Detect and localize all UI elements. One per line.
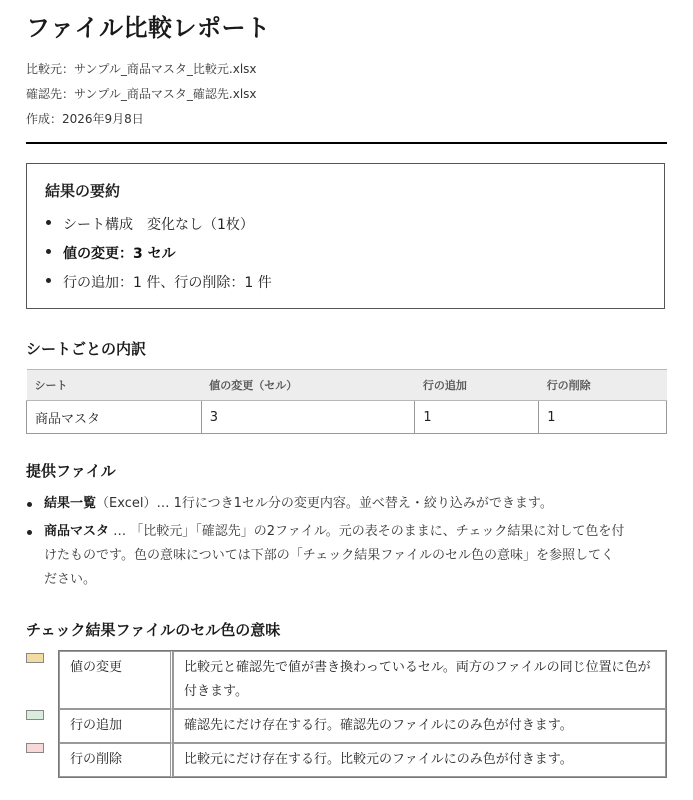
column-header-rows-added: 行の追加 <box>415 370 539 401</box>
bullet-icon <box>46 278 51 283</box>
swatch-row-added <box>26 710 44 720</box>
bullet-icon <box>27 530 32 535</box>
breakdown-heading: シートごとの内訳 <box>26 340 147 358</box>
legend-heading: チェック結果ファイルのセル色の意味 <box>26 621 281 639</box>
legend-desc-row-added: 確認先にだけ存在する行。確認先のファイルにのみ色が付きます。 <box>173 709 666 743</box>
title-divider <box>26 142 667 144</box>
created-date-line: 作成：2026年9月8日 <box>26 112 144 126</box>
bullet-icon <box>27 502 32 507</box>
cell-sheet-name: 商品マスタ <box>27 401 202 434</box>
legend-label-row-added: 行の追加 <box>59 709 173 743</box>
file-item-results-list <box>44 492 553 516</box>
summary-item-rows: 行の追加：1 件、行の削除：1 件 <box>63 272 272 292</box>
table-header-row <box>27 370 667 401</box>
column-header-rows-deleted: 行の削除 <box>539 370 667 401</box>
breakdown-table <box>26 369 667 434</box>
legend-row-value-changed <box>59 651 666 709</box>
target-file-line: 確認先：サンプル_商品マスタ_確認先.xlsx <box>26 87 257 101</box>
legend-label-row-deleted: 行の削除 <box>59 743 173 777</box>
cell-rows-added: 1 <box>415 401 539 434</box>
summary-heading: 結果の要約 <box>45 182 121 200</box>
summary-box <box>26 163 665 309</box>
report-title: ファイル比較レポート <box>26 14 271 42</box>
legend-label-value-changed: 値の変更 <box>59 651 173 709</box>
swatch-row-deleted <box>26 743 44 753</box>
legend-desc-value-changed: 比較元と確認先で値が書き換わっているセル。両方のファイルの同じ位置に色が付きます。 <box>173 651 666 709</box>
cell-rows-deleted: 1 <box>539 401 667 434</box>
cell-value-changes: 3 <box>201 401 415 434</box>
bullet-icon <box>46 249 51 254</box>
summary-item-changes: 値の変更：3 セル <box>63 243 176 263</box>
swatch-value-changed <box>26 653 44 663</box>
legend-row-row-added <box>59 709 666 743</box>
source-file-line: 比較元：サンプル_商品マスタ_比較元.xlsx <box>26 62 257 76</box>
summary-item-sheets: シート構成 変化なし（1枚） <box>63 214 254 234</box>
legend-desc-row-deleted: 比較元にだけ存在する行。比較元のファイルにのみ色が付きます。 <box>173 743 666 777</box>
file-name-results-list: 結果一覧 <box>44 496 97 511</box>
table-row <box>27 401 667 434</box>
legend-row-row-deleted <box>59 743 666 777</box>
column-header-value-changes: 値の変更（セル） <box>201 370 415 401</box>
file-name-product-master: 商品マスタ <box>44 524 110 539</box>
files-heading: 提供ファイル <box>26 462 116 480</box>
file-item-product-master: 商品マスタ … 「比較元」「確認先」の2ファイル。元の表そのままに、チェック結果に対して色を付 けたものです。色の意味については下部の「チェック結果ファイルのセル色の意味」を参照してく ださい。 <box>44 520 624 592</box>
file-desc-results-list: （Excel）… 1行につき1セル分の変更内容。並べ替え・絞り込みができます。 <box>96 496 553 511</box>
column-header-sheet: シート <box>27 370 202 401</box>
bullet-icon <box>46 220 51 225</box>
legend-table <box>58 650 667 778</box>
